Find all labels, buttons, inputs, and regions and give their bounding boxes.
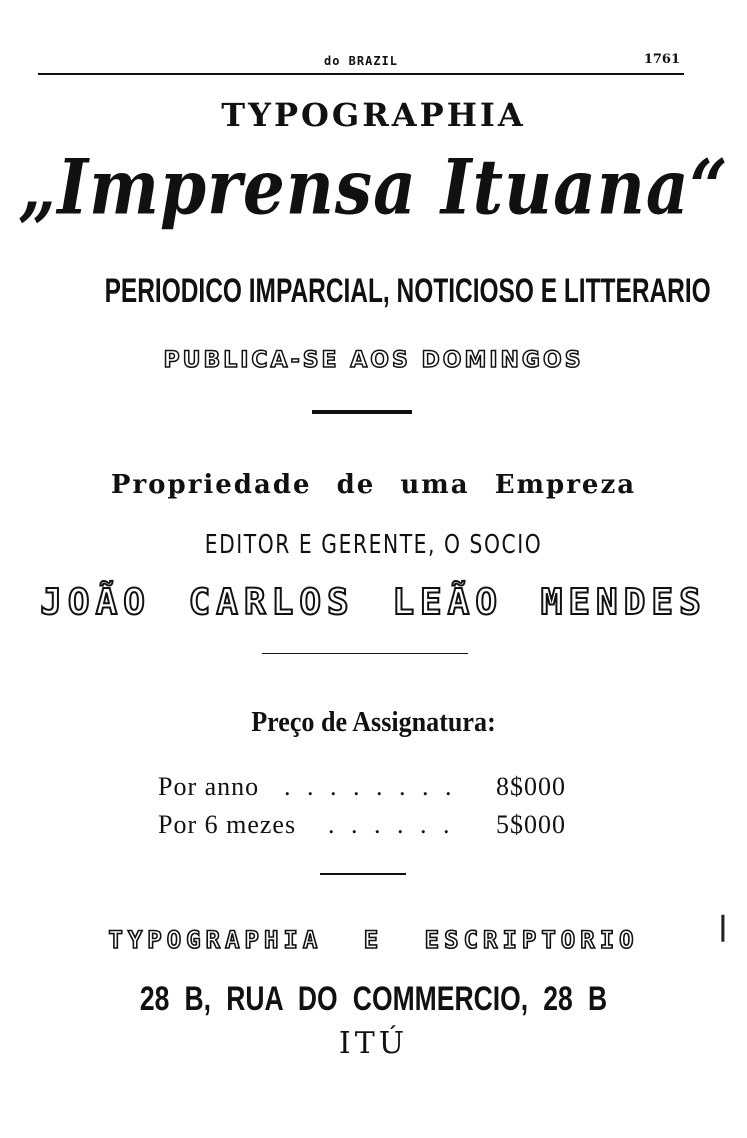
price-value: 5$000 xyxy=(496,810,566,839)
price-value: 8$000 xyxy=(496,772,566,801)
typographia-heading: TYPOGRAPHIA xyxy=(221,96,526,134)
print-mark: ❘ xyxy=(712,912,734,942)
price-leader: . . . . . . xyxy=(328,810,455,839)
office-heading: TYPOGRAPHIA E ESCRIPTORIO xyxy=(108,926,639,954)
editor-line: EDITOR E GERENTE, O SOCIO xyxy=(204,530,543,560)
header-rule xyxy=(38,73,684,75)
price-row xyxy=(158,772,598,806)
address: 28 B, RUA DO COMMERCIO, 28 B xyxy=(139,980,608,1018)
price-label: Por 6 mezes xyxy=(158,810,297,839)
page-number: 1761 xyxy=(643,52,680,67)
price-row xyxy=(158,810,598,844)
property-line: Propriedade de uma Empreza xyxy=(110,470,637,500)
publication-day: PUBLICA-SE AOS DOMINGOS xyxy=(163,348,584,373)
divider-thin xyxy=(262,653,468,654)
price-title: Preço de Assignatura: xyxy=(251,706,496,738)
newspaper-subtitle: PERIODICO IMPARCIAL, NOTICIOSO E LITTERARIO xyxy=(104,272,711,310)
divider-thick xyxy=(312,410,412,414)
page-header xyxy=(38,50,684,76)
price-label: Por anno xyxy=(158,772,260,801)
city: ITÚ xyxy=(338,1026,409,1061)
newspaper-title: „Imprensa Ituana“ xyxy=(18,142,729,232)
running-head: do BRAZIL xyxy=(323,54,399,68)
divider-short xyxy=(320,873,406,875)
owner-name: JOÃO CARLOS LEÃO MENDES xyxy=(40,582,707,623)
price-leader: . . . . . . . . xyxy=(284,772,457,801)
